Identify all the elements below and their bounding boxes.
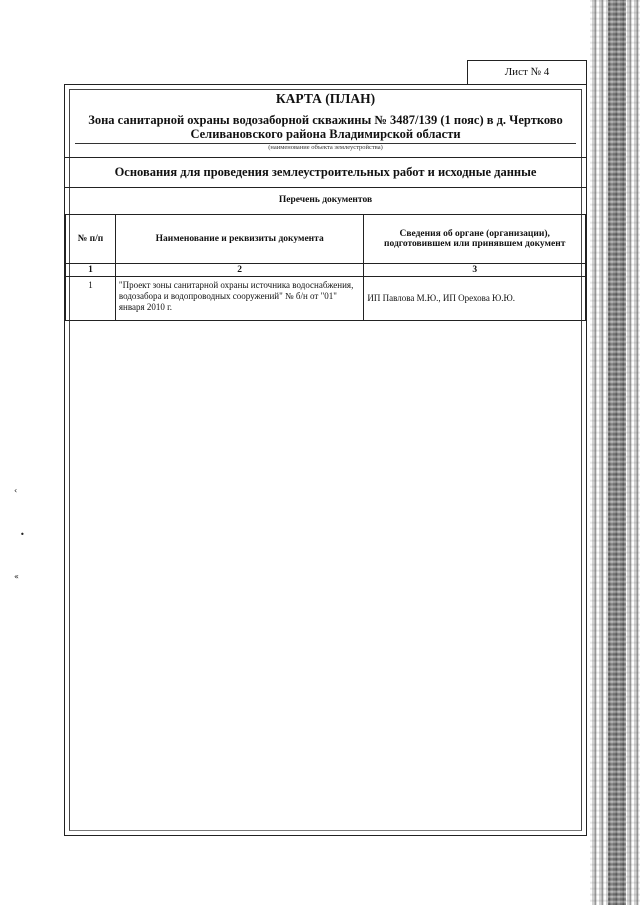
page-title: КАРТА (ПЛАН) <box>275 91 376 106</box>
table-header-row <box>66 215 586 264</box>
row-organization: ИП Павлова М.Ю., ИП Орехова Ю.Ю. <box>364 277 586 321</box>
list-title: Перечень документов <box>278 195 373 205</box>
row-number: 1 <box>66 277 116 321</box>
scan-edge-shadow <box>608 0 626 905</box>
header-organization: Сведения об органе (организации), подготовившем или принявшем документ <box>364 215 586 264</box>
header-number: № п/п <box>66 215 116 264</box>
column-number: 2 <box>115 264 364 277</box>
column-number-row <box>66 264 586 277</box>
column-number: 1 <box>66 264 116 277</box>
scan-speck: • <box>20 530 25 539</box>
scan-speck: « <box>14 572 19 581</box>
object-caption: (наименование объекта землеустройства) <box>268 144 383 151</box>
section-title: Основания для проведения землеустроительных работ и исходные данные <box>114 165 537 179</box>
header-document: Наименование и реквизиты документа <box>115 215 364 264</box>
row-document: "Проект зоны санитарной охраны источника водоснабжения, водозабора и водопроводных сооружений" № б/н от "01" января 2010 г. <box>115 277 364 321</box>
documents-table <box>65 214 586 321</box>
zone-title: Зона санитарной охраны водозаборной скважины № 3487/139 (1 пояс) в д. Чертково Селивановского района Владимирской области <box>88 113 563 141</box>
section-divider <box>65 157 586 158</box>
table-row <box>66 277 586 321</box>
sheet-number: Лист № 4 <box>467 60 587 84</box>
column-number: 3 <box>364 264 586 277</box>
section-divider <box>65 187 586 188</box>
document-frame <box>64 84 587 836</box>
scan-speck: ‹ <box>14 486 18 495</box>
